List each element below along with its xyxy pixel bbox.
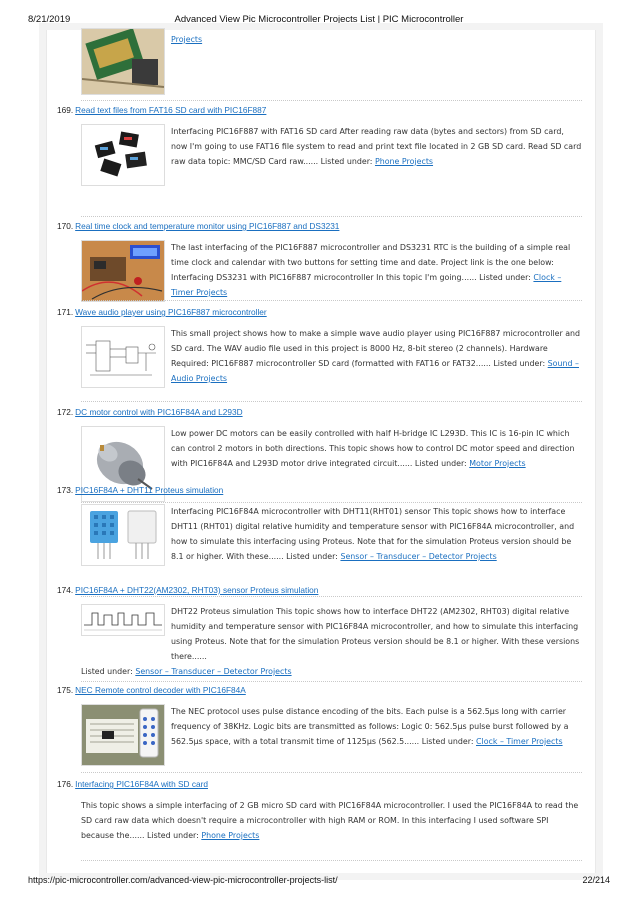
rtc-board-thumbnail	[81, 240, 165, 302]
item-title-link[interactable]: DC motor control with PIC16F84A and L293D	[75, 407, 243, 417]
category-link[interactable]: Motor Projects	[469, 459, 526, 468]
separator	[81, 300, 582, 301]
list-item-170	[57, 220, 582, 300]
item-description: The NEC protocol uses pulse distance encoding of the bits. Each pulse is a 562.5µs long with carrier frequency of 38KHz. Logic bits are transmitted as follows: Logic 0: 562.5µs pulse burst followed by a 562.5µs space, with a total transmit time of 1125µs (562.5...... Listed under: Clock – Timer Projects	[171, 707, 569, 746]
page-number: 22/214	[582, 875, 610, 885]
item-number: 175.	[57, 685, 74, 695]
item-title-link[interactable]: Wave audio player using PIC16F887 microcontroller	[75, 307, 267, 317]
list-item-175	[57, 684, 582, 749]
item-title-link[interactable]: PIC16F84A + DHT22(AM2302, RHT03) sensor Proteus simulation	[75, 585, 319, 595]
category-link[interactable]: Sensor – Transducer – Detector Projects	[135, 667, 292, 676]
item-number: 174.	[57, 585, 74, 595]
page-sheet	[46, 30, 596, 873]
item-description: Low power DC motors can be easily controlled with half H-bridge IC L293D. This IC is 16-pin IC which can control 2 motors in both directions. This topic shows how to control DC motor speed and direction with PIC16F84A and L293D motor drive integrated circuit...... Listed under: Motor Projects	[171, 429, 575, 468]
item-title-row	[57, 104, 582, 116]
dht11-sensor-thumbnail	[81, 504, 165, 566]
schematic-thumbnail	[81, 326, 165, 388]
item-description: This small project shows how to make a simple wave audio player using PIC16F887 microcontroller and SD card. The WAV audio file used in this project is 8000 Hz, 8-bit stereo (2 channels). Hardware Required: PIC16F887 microcontroller SD card (formatted with FAT16 or FAT32...... Listed under: Sound – Audio Projects	[171, 329, 581, 383]
category-link[interactable]: Clock – Timer Projects	[476, 737, 563, 746]
item-title-row	[57, 220, 582, 232]
list-item-174	[57, 584, 582, 679]
item-title-link[interactable]: NEC Remote control decoder with PIC16F84A	[75, 685, 246, 695]
item-description: Interfacing PIC16F84A microcontroller with DHT11(RHT01) sensor This topic shows how to interface DHT11 (RHT01) digital relative humidity and temperature sensor with PIC16F84A microcontroller, and how to simulate this interfacing using Proteus. Note that for the simulation Proteus version should be 8.1 or higher. With these...... Listed under: Sensor – Transducer – Detector Projects	[171, 507, 575, 561]
print-date: 8/21/2019	[28, 14, 71, 25]
item-title-link[interactable]: Read text files from FAT16 SD card with PIC16F887	[75, 105, 267, 115]
waveform-thumbnail	[81, 604, 165, 636]
item-number: 170.	[57, 221, 74, 231]
circuit-board-thumbnail	[81, 28, 165, 95]
item-title-row	[57, 684, 582, 696]
pdf-footer	[28, 875, 610, 889]
separator	[81, 772, 582, 773]
category-link[interactable]: Sensor – Transducer – Detector Projects	[340, 552, 497, 561]
category-link[interactable]: Phone Projects	[374, 157, 434, 166]
item-title-row	[57, 406, 582, 418]
item-listed-under: Listed under: Sensor – Transducer – Detector Projects	[81, 667, 292, 676]
document-title: Advanced View Pic Microcontroller Projects List | PIC Microcontroller	[174, 14, 464, 25]
pdf-header	[28, 14, 610, 28]
separator	[81, 401, 582, 402]
item-title-link[interactable]: Interfacing PIC16F84A with SD card	[75, 779, 208, 789]
item-title-row	[57, 484, 582, 496]
category-link[interactable]: Phone Projects	[201, 831, 260, 840]
item-title-row	[57, 306, 582, 318]
item-description: Interfacing PIC16F887 with FAT16 SD card After reading raw data (bytes and sectors) from SD card, now I'm going to use FAT16 file system to read and print text file located in 2 GB SD card. Read SD card raw data topic: MMC/SD Card raw...... Listed under: Phone Projects	[171, 127, 582, 166]
item-description: This topic shows a simple interfacing of 2 GB micro SD card with PIC16F84A microcontroller. I used the PIC16F84A to read the SD card raw data which doesn't require a microcontroller with high RAM or ROM. In this interfacing I used software SPI because the...... Listed under: Phone Projects	[81, 801, 579, 840]
separator	[81, 860, 582, 861]
category-link[interactable]: Clock – Timer Projects	[171, 273, 562, 297]
list-item-171	[57, 306, 582, 386]
list-item-172	[57, 406, 582, 471]
separator	[81, 681, 582, 682]
item-title-link[interactable]: PIC16F84A + DHT11 Proteus simulation	[75, 485, 224, 495]
list-item-169	[57, 104, 582, 169]
item-number: 169.	[57, 105, 74, 115]
remote-breadboard-thumbnail	[81, 704, 165, 766]
item-number: 173.	[57, 485, 74, 495]
category-link[interactable]: Sound – Audio Projects	[171, 359, 579, 383]
item-number: 171.	[57, 307, 74, 317]
list-item-top-partial	[57, 30, 582, 47]
item-title-row	[57, 778, 582, 790]
item-title-row	[57, 584, 582, 596]
separator	[81, 216, 582, 217]
item-description: The last interfacing of the PIC16F887 microcontroller and DS3231 RTC is the building of a simple real time clock and calendar with two buttons for setting time and date. Project link is the one below: Interfacing DS3231 with PIC16F887 microcontroller In this topic I'm going...... Listed under: Clock – Timer Projects	[171, 243, 571, 297]
top-category-link[interactable]: Projects	[171, 35, 203, 44]
list-item-176	[57, 778, 582, 843]
item-description: DHT22 Proteus simulation This topic shows how to interface DHT22 (AM2302, RHT03) digital relative humidity and temperature sensor with PIC16F84A microcontroller, and how to simulate this interfacing using Proteus. Note that for the simulation Proteus version should be 8.1 or higher. With these versions there......	[171, 607, 580, 661]
page-url: https://pic-microcontroller.com/advanced-view-pic-microcontroller-projects-list/	[28, 875, 338, 885]
list-item-173	[57, 484, 582, 564]
sd-cards-thumbnail	[81, 124, 165, 186]
item-number: 176.	[57, 779, 74, 789]
item-number: 172.	[57, 407, 74, 417]
separator	[81, 100, 582, 101]
item-title-link[interactable]: Real time clock and temperature monitor using PIC16F887 and DS3231	[75, 221, 340, 231]
